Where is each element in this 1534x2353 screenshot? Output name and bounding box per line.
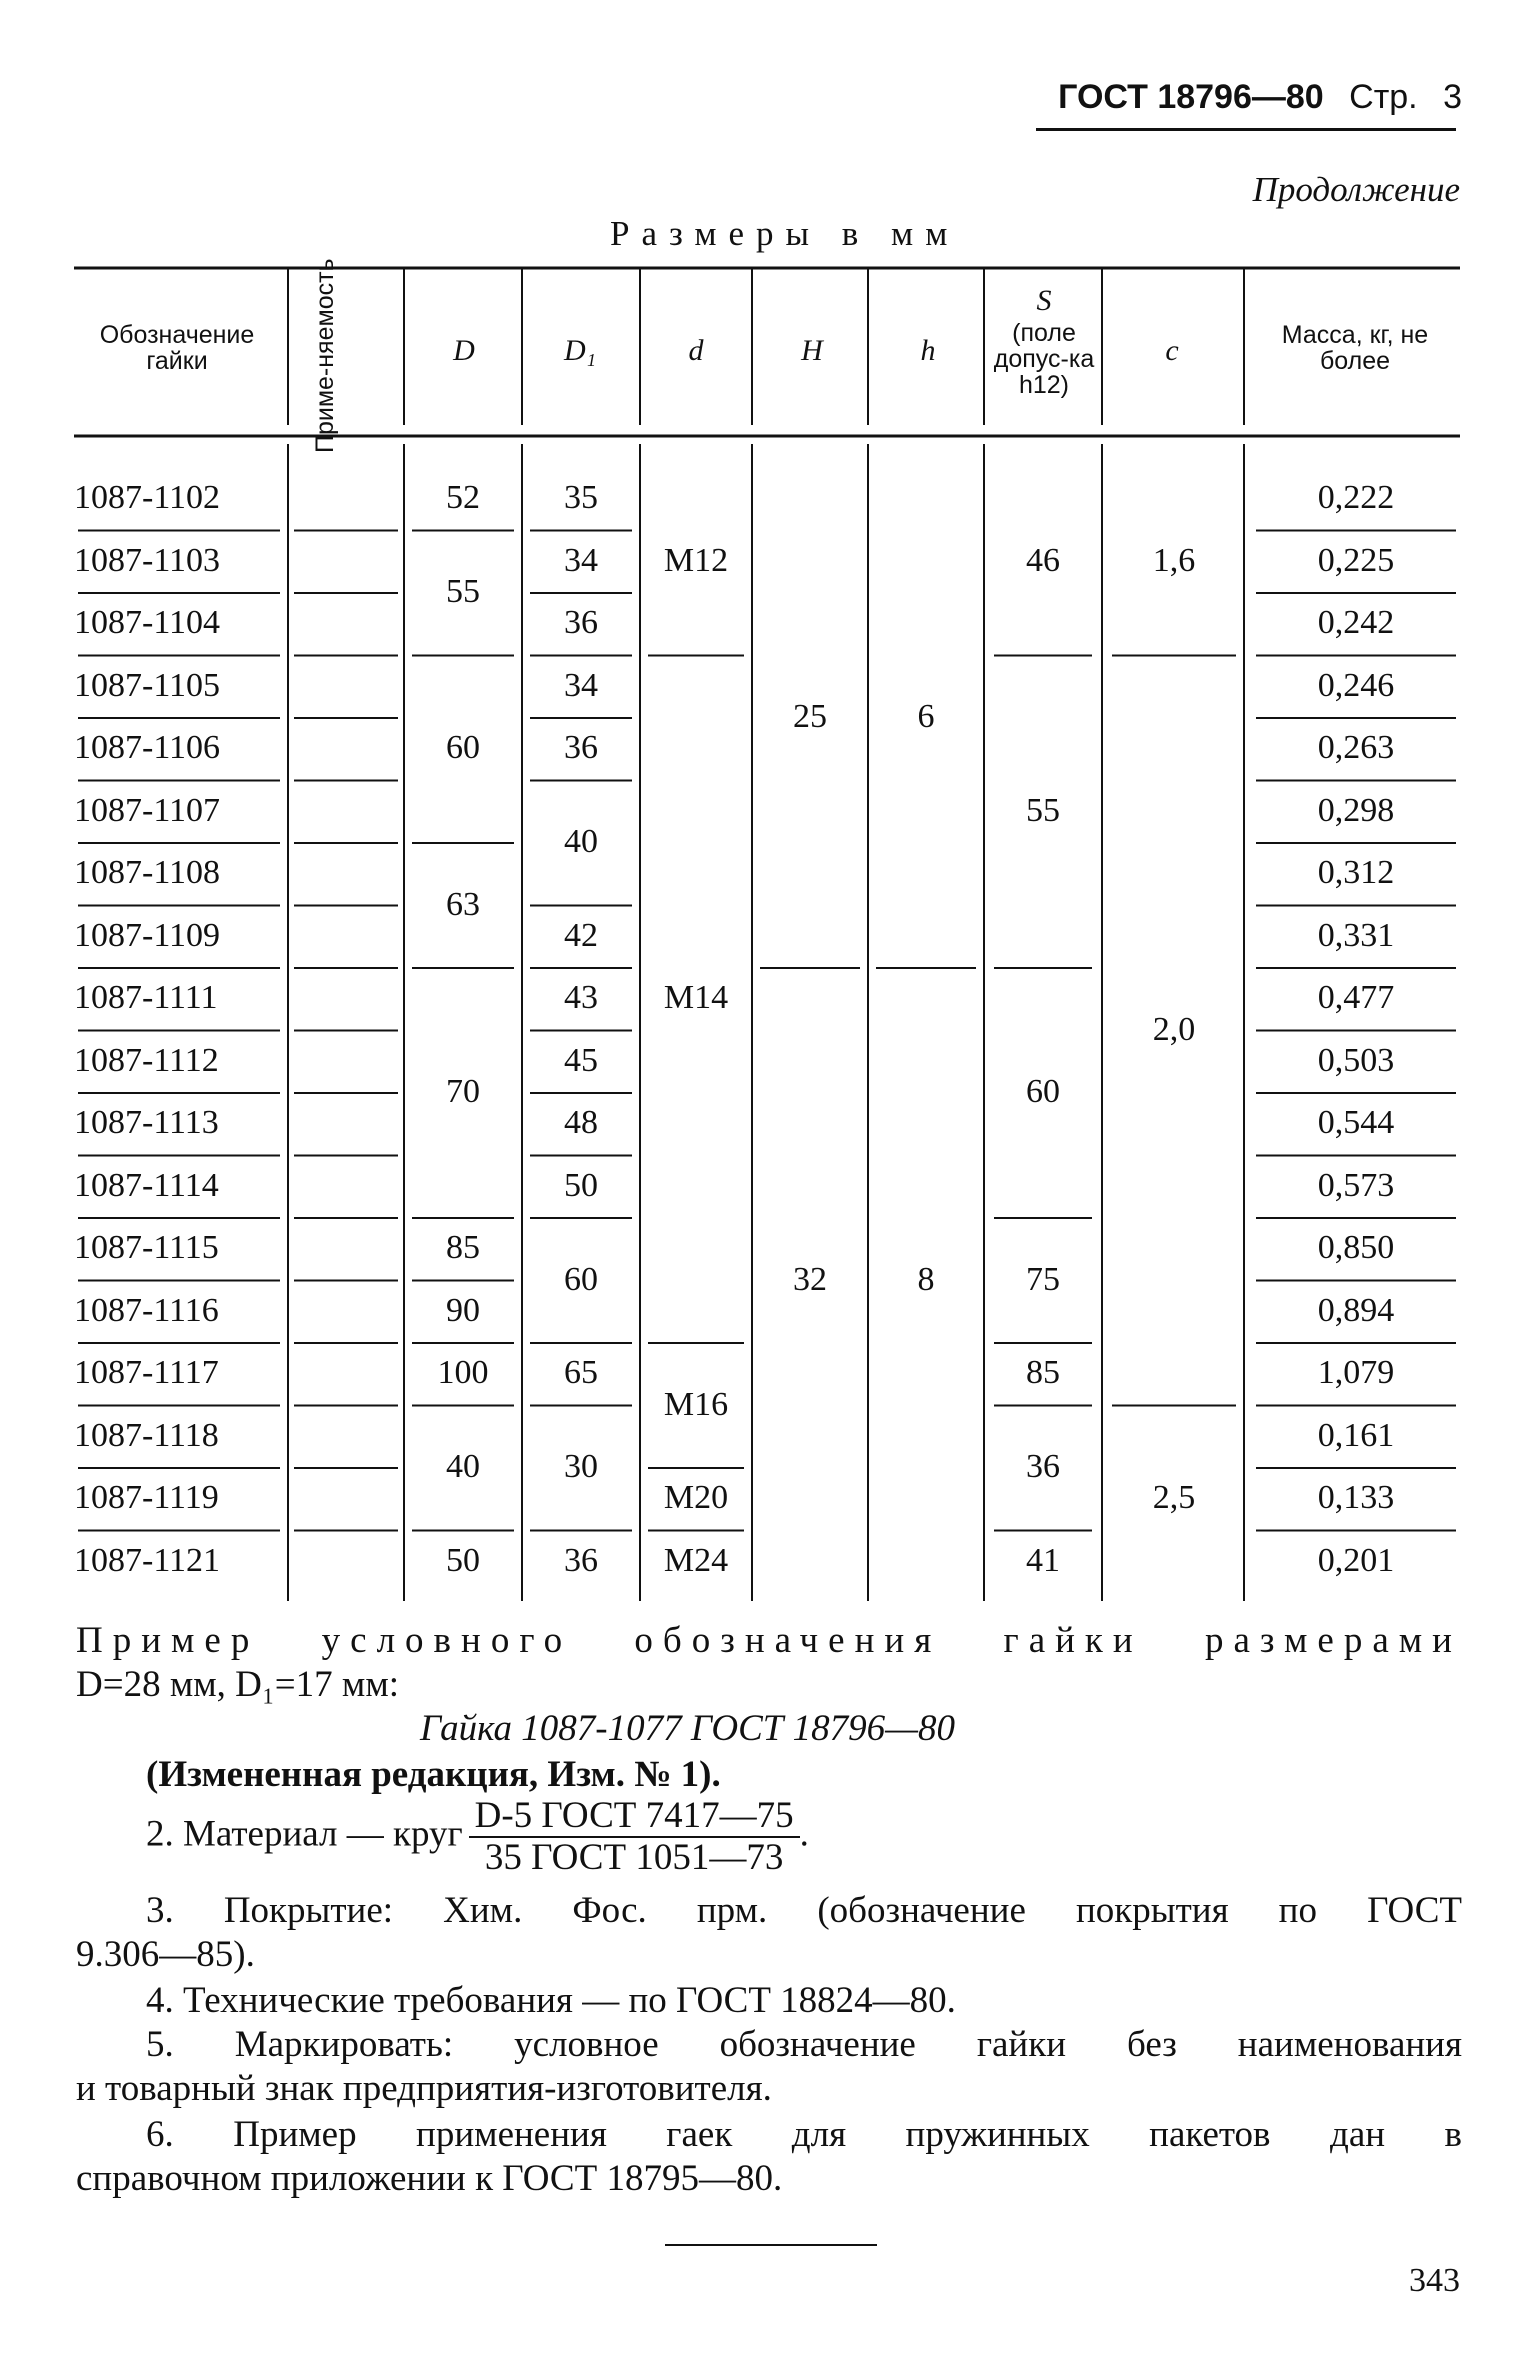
material-fraction: [469, 1796, 800, 1878]
footer-rule: [665, 2244, 877, 2246]
S-cell: 46: [1026, 541, 1060, 579]
H-cell: 25: [793, 698, 827, 735]
example-dims: D=28 мм, D₁=17 мм:: [76, 1664, 400, 1705]
S-cell: 85: [1026, 1354, 1060, 1392]
D-cell: 100: [437, 1354, 489, 1392]
d-cell: M14: [663, 979, 729, 1017]
col-header-D: D: [453, 334, 475, 367]
col-header-d: d: [688, 334, 704, 367]
D1-cell: 42: [564, 916, 598, 954]
mass-cell: 0,263: [1317, 729, 1395, 767]
designation-cell: 1087-1121: [74, 1541, 221, 1579]
mass-cell: 1,079: [1317, 1354, 1395, 1392]
mass-cell: 0,161: [1317, 1416, 1395, 1454]
D-cell: 60: [446, 729, 480, 767]
D-cell: 63: [446, 885, 480, 923]
mass-cell: 0,850: [1317, 1229, 1395, 1267]
example-designation: Гайка 1087-1077 ГОСТ 18796—80: [420, 1708, 956, 1749]
mass-cell: 0,503: [1317, 1041, 1395, 1079]
designation-cell: 1087-1106: [74, 729, 221, 767]
S-cell: 55: [1026, 791, 1060, 829]
col-header-D1: D₁: [563, 334, 597, 367]
mass-cell: 0,225: [1317, 541, 1395, 579]
c-cell: 1,6: [1152, 541, 1196, 579]
D1-cell: 43: [564, 979, 598, 1017]
c-cell: 2,0: [1152, 1010, 1196, 1048]
d-cell: M24: [663, 1541, 729, 1579]
D-cell: 55: [446, 573, 480, 610]
designation-cell: 1087-1102: [74, 479, 221, 517]
designation-cell: 1087-1104: [74, 604, 221, 642]
S-cell: 60: [1026, 1073, 1060, 1110]
col-header-H: H: [801, 334, 823, 367]
mass-cell: 0,242: [1317, 604, 1395, 642]
D-cell: 70: [446, 1073, 480, 1110]
item-2-suffix: .: [799, 1813, 809, 1855]
D1-cell: 30: [564, 1448, 598, 1485]
designation-cell: 1087-1118: [74, 1416, 219, 1454]
c-cell: 2,5: [1152, 1479, 1196, 1517]
S-cell: 36: [1026, 1448, 1060, 1485]
designation-cell: 1087-1112: [74, 1041, 219, 1079]
fraction-denominator: 35 ГОСТ 1051—73: [484, 1837, 784, 1878]
col-header-applicability: Приме-няемость: [311, 258, 339, 453]
D1-cell: 50: [564, 1166, 598, 1204]
mass-cell: 0,573: [1317, 1166, 1395, 1204]
units-label: Размеры в мм: [610, 214, 960, 253]
continuation-label: Продолжение: [1252, 170, 1460, 209]
designation-cell: 1087-1119: [74, 1479, 219, 1517]
example-intro-text: Пример условного обозначения гайки размерами: [76, 1620, 1462, 1661]
D1-cell: 36: [564, 729, 598, 767]
mass-cell: 0,544: [1317, 1104, 1395, 1142]
col-header-designation: Обозначение гайки: [99, 321, 255, 375]
D1-cell: 36: [564, 604, 598, 642]
D1-cell: 65: [564, 1354, 598, 1392]
S-cell: 41: [1026, 1541, 1060, 1579]
col-header-h: h: [920, 334, 936, 367]
h-cell: 6: [917, 698, 935, 735]
mass-cell: 0,894: [1317, 1291, 1395, 1329]
D-cell: 52: [446, 479, 480, 517]
revision-note: (Измененная редакция, Изм. № 1).: [146, 1754, 721, 1795]
designation-cell: 1087-1115: [74, 1229, 219, 1267]
standard-number: ГОСТ 18796—80: [1058, 78, 1324, 116]
designation-cell: 1087-1107: [74, 791, 221, 829]
designation-cell: 1087-1117: [74, 1354, 219, 1392]
D-cell: 85: [446, 1229, 480, 1267]
h-cell: 8: [917, 1260, 935, 1298]
item-5-line-2: и товарный знак предприятия-изготовителя.: [76, 2068, 772, 2109]
mass-cell: 0,477: [1317, 979, 1395, 1017]
item-2-prefix: 2. Материал — круг: [146, 1813, 463, 1855]
col-header-S-note: (поле допус-ка h12): [993, 319, 1095, 399]
item-5-line-1: 5. Маркировать: условное обозначение гайки без наименования: [146, 2024, 1462, 2065]
item-6-line-1: 6. Пример применения гаек для пружинных пакетов дан в: [146, 2114, 1462, 2155]
D-cell: 40: [446, 1448, 480, 1485]
designation-cell: 1087-1113: [74, 1104, 219, 1142]
item-2: [146, 1796, 809, 1878]
mass-cell: 0,222: [1317, 479, 1395, 517]
designation-cell: 1087-1114: [74, 1166, 219, 1204]
page-number: 343: [1409, 2262, 1460, 2299]
S-cell: 75: [1026, 1260, 1060, 1298]
mass-cell: 0,246: [1317, 666, 1395, 704]
d-cell: M16: [663, 1385, 729, 1423]
mass-cell: 0,331: [1317, 916, 1395, 954]
item-4: 4. Технические требования — по ГОСТ 18824—80.: [146, 1980, 956, 2021]
col-header-S: S: [1036, 284, 1052, 317]
d-cell: M20: [663, 1479, 729, 1517]
D1-cell: 34: [564, 541, 598, 579]
D1-cell: 34: [564, 666, 598, 704]
d-cell: M12: [663, 541, 729, 579]
designation-cell: 1087-1109: [74, 916, 221, 954]
designation-cell: 1087-1111: [74, 979, 218, 1017]
col-header-c: c: [1165, 334, 1179, 367]
D1-cell: 40: [564, 823, 598, 860]
D1-cell: 36: [564, 1541, 598, 1579]
item-3-line-2: 9.306—85).: [76, 1934, 255, 1975]
item-6-line-2: справочном приложении к ГОСТ 18795—80.: [76, 2158, 783, 2199]
D1-cell: 45: [564, 1041, 598, 1079]
designation-cell: 1087-1116: [74, 1291, 219, 1329]
page-num: 3: [1443, 78, 1462, 116]
D-cell: 50: [446, 1541, 480, 1579]
designation-cell: 1087-1103: [74, 541, 221, 579]
item-3-line-1: 3. Покрытие: Хим. Фос. прм. (обозначение покрытия по ГОСТ: [146, 1890, 1462, 1931]
designation-cell: 1087-1105: [74, 666, 221, 704]
mass-cell: 0,312: [1317, 854, 1395, 892]
D1-cell: 60: [564, 1260, 598, 1298]
example-intro: [76, 1618, 1462, 1664]
D-cell: 90: [446, 1291, 480, 1329]
designation-cell: 1087-1108: [74, 854, 221, 892]
mass-cell: 0,298: [1317, 791, 1395, 829]
D1-cell: 35: [564, 479, 598, 517]
col-header-mass: Масса, кг, не более: [1281, 321, 1429, 375]
mass-cell: 0,133: [1317, 1479, 1395, 1517]
page-label: Стр.: [1349, 78, 1418, 116]
H-cell: 32: [793, 1260, 827, 1298]
D1-cell: 48: [564, 1104, 598, 1142]
mass-cell: 0,201: [1317, 1541, 1395, 1579]
fraction-numerator: D-5 ГОСТ 7417—75: [469, 1796, 800, 1838]
